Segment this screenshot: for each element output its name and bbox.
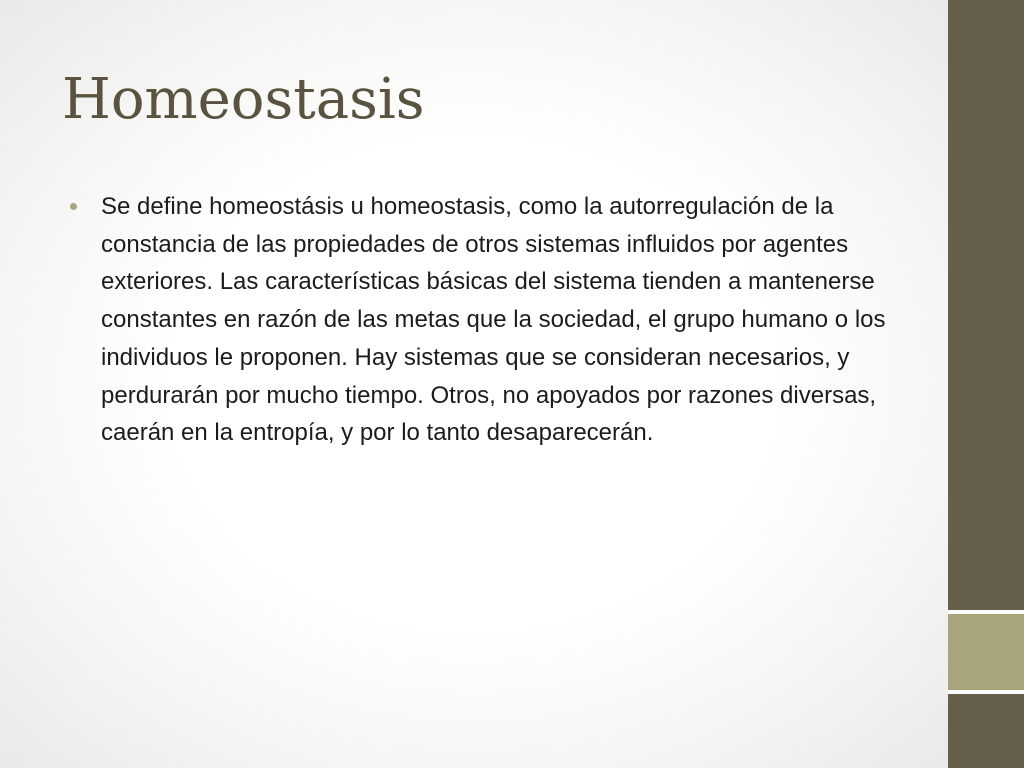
bullet-dot-icon xyxy=(70,203,77,210)
bullet-list xyxy=(70,188,890,452)
side-accent-block xyxy=(948,614,1024,690)
slide-title: Homeostasis xyxy=(62,67,425,132)
bullet-text: Se define homeostásis u homeostasis, como la autorregulación de la constancia de las propiedades de otros sistemas influidos por agentes exteriores. Las características básicas del sistema tienden a mantenerse constantes en razón de las metas que la sociedad, el grupo humano o los individuos le proponen. Hay sistemas que se consideran necesarios, y perdurarán por mucho tiempo. Otros, no apoyados por razones diversas, caerán en la entropía, y por lo tanto desaparecerán. xyxy=(101,193,886,447)
side-divider-bottom xyxy=(948,690,1024,694)
bullet-item xyxy=(70,188,890,452)
